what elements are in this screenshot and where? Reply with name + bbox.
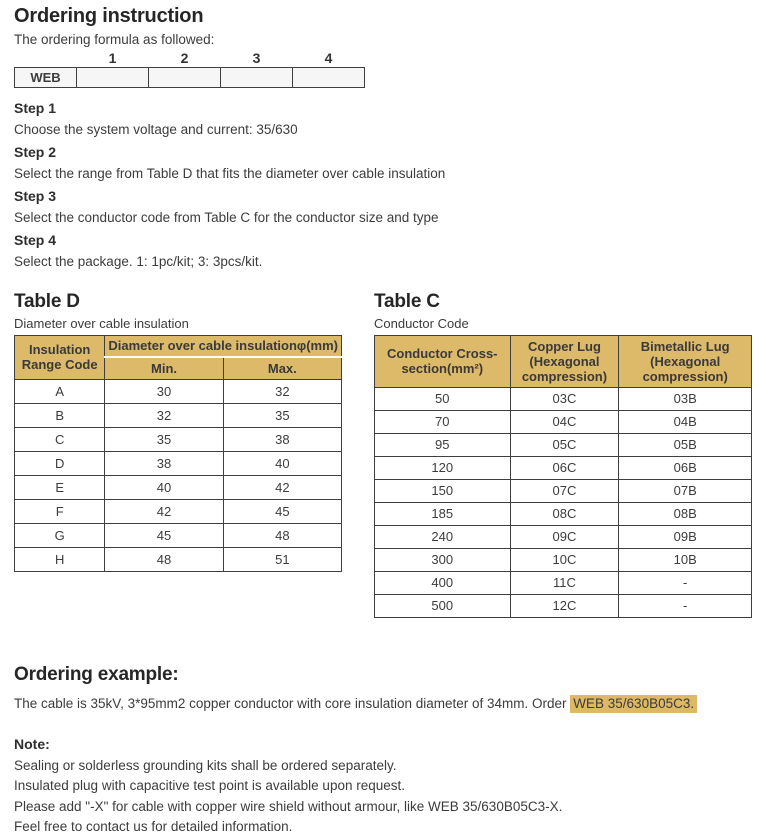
table-c-title: Table C [374,290,440,312]
max-cell: 42 [223,475,341,499]
bimetallic-lug-cell: 07B [619,479,752,502]
bimetallic-lug-cell: 03B [619,387,752,410]
formula-position-row [15,50,365,67]
table-row [375,525,752,548]
copper-lug-cell: 03C [510,387,619,410]
ordering-example-title: Ordering example: [14,663,179,685]
step-4 [14,232,752,270]
table-row [15,379,342,403]
bimetallic-lug-cell: - [619,594,752,617]
range-code-cell: F [15,499,105,523]
cross-section-cell: 50 [375,387,511,410]
table-row [375,502,752,525]
cross-section-cell: 185 [375,502,511,525]
formula-prefix-cell: WEB [15,67,77,87]
table-c-header-copper-lug: Copper Lug (Hexagonal compression) [510,335,619,387]
min-cell: 30 [105,379,223,403]
max-cell: 40 [223,451,341,475]
copper-lug-cell: 12C [510,594,619,617]
step-text: Select the conductor code from Table C for the conductor size and type [14,209,439,225]
min-cell: 48 [105,547,223,571]
table-row [15,403,342,427]
max-cell: 32 [223,379,341,403]
cross-section-cell: 95 [375,433,511,456]
range-code-cell: C [15,427,105,451]
formula-cells-row [15,67,365,87]
note-label: Note: [14,735,50,752]
range-code-cell: G [15,523,105,547]
copper-lug-cell: 05C [510,433,619,456]
formula-position-label: 2 [180,50,189,67]
ordering-example-text-body: The cable is 35kV, 3*95mm2 copper conductor with core insulation diameter of 34mm. Order [14,695,571,711]
table-c-header-cross-section: Conductor Cross-section(mm²) [375,335,511,387]
range-code-cell: D [15,451,105,475]
max-cell: 38 [223,427,341,451]
range-code-cell: E [15,475,105,499]
range-code-cell: A [15,379,105,403]
formula-position-label: 1 [108,50,117,67]
note-section [14,736,752,838]
tables-section [14,291,752,618]
step-text: Select the range from Table D that fits the diameter over cable insulation [14,165,446,181]
steps-section [14,100,752,270]
min-cell: 45 [105,523,223,547]
min-cell: 40 [105,475,223,499]
ordering-example-section [14,664,752,713]
formula-blank-cell-4 [293,67,365,87]
cross-section-cell: 240 [375,525,511,548]
cross-section-cell: 300 [375,548,511,571]
table-row [375,456,752,479]
bimetallic-lug-cell: 05B [619,433,752,456]
cross-section-cell: 500 [375,594,511,617]
step-label: Step 1 [14,99,57,116]
min-cell: 32 [105,403,223,427]
step-text: Choose the system voltage and current: 35/630 [14,121,298,137]
table-d [14,335,342,572]
max-cell: 35 [223,403,341,427]
note-line: Please add "-X" for cable with copper wire shield without armour, like WEB 35/630B05C3-X. [14,798,563,814]
table-d-subtitle: Diameter over cable insulation [14,315,189,331]
note-line: Sealing or solderless grounding kits shall be ordered separately. [14,757,397,773]
table-row [375,571,752,594]
copper-lug-cell: 11C [510,571,619,594]
cross-section-cell: 120 [375,456,511,479]
table-row [375,410,752,433]
table-row [15,451,342,475]
range-code-cell: H [15,547,105,571]
copper-lug-cell: 08C [510,502,619,525]
copper-lug-cell: 09C [510,525,619,548]
table-d-block [14,291,344,618]
min-cell: 42 [105,499,223,523]
range-code-cell: B [15,403,105,427]
step-label: Step 2 [14,143,57,160]
table-row [375,548,752,571]
table-row [15,499,342,523]
copper-lug-cell: 10C [510,548,619,571]
copper-lug-cell: 06C [510,456,619,479]
cross-section-cell: 150 [375,479,511,502]
table-row [375,479,752,502]
copper-lug-cell: 07C [510,479,619,502]
table-d-header-max: Max. [223,357,341,379]
step-label: Step 4 [14,231,57,248]
bimetallic-lug-cell: 08B [619,502,752,525]
step-label: Step 3 [14,187,57,204]
formula-position-spacer [15,50,77,67]
order-code-highlight: WEB 35/630B05C3. [570,695,697,713]
step-text: Select the package. 1: 1pc/kit; 3: 3pcs/kit. [14,253,263,269]
table-d-header-range-code: Insulation Range Code [15,335,105,379]
formula-blank-cell-2 [149,67,221,87]
step-1 [14,100,752,138]
formula-blank-cell-3 [221,67,293,87]
table-row [375,594,752,617]
bimetallic-lug-cell: 06B [619,456,752,479]
page-title: Ordering instruction [14,5,204,27]
note-line: Insulated plug with capacitive test point is available upon request. [14,778,405,793]
table-row [15,475,342,499]
table-row [15,547,342,571]
table-c [374,335,752,618]
max-cell: 45 [223,499,341,523]
table-d-header-diameter-group: Diameter over cable insulationφ(mm) [105,335,342,357]
bimetallic-lug-cell: 09B [619,525,752,548]
min-cell: 35 [105,427,223,451]
min-cell: 38 [105,451,223,475]
table-row [15,523,342,547]
note-line: Feel free to contact us for detailed information. [14,819,293,834]
formula-position-label: 4 [324,50,333,67]
max-cell: 51 [223,547,341,571]
cross-section-cell: 70 [375,410,511,433]
table-row [375,433,752,456]
table-c-block [374,291,752,618]
bimetallic-lug-cell: - [619,571,752,594]
max-cell: 48 [223,523,341,547]
step-3 [14,188,752,226]
ordering-example-text [14,695,752,713]
step-2 [14,144,752,182]
table-c-subtitle: Conductor Code [374,315,469,331]
cross-section-cell: 400 [375,571,511,594]
formula-position-label: 3 [252,50,261,67]
formula-intro: The ordering formula as followed: [14,32,215,47]
bimetallic-lug-cell: 10B [619,548,752,571]
formula-blank-cell-1 [77,67,149,87]
table-d-header-min: Min. [105,357,223,379]
bimetallic-lug-cell: 04B [619,410,752,433]
ordering-formula-table [14,50,365,88]
table-c-header-bimetallic-lug: Bimetallic Lug (Hexagonal compression) [619,335,752,387]
copper-lug-cell: 04C [510,410,619,433]
table-row [15,427,342,451]
table-d-title: Table D [14,290,80,312]
table-row [375,387,752,410]
